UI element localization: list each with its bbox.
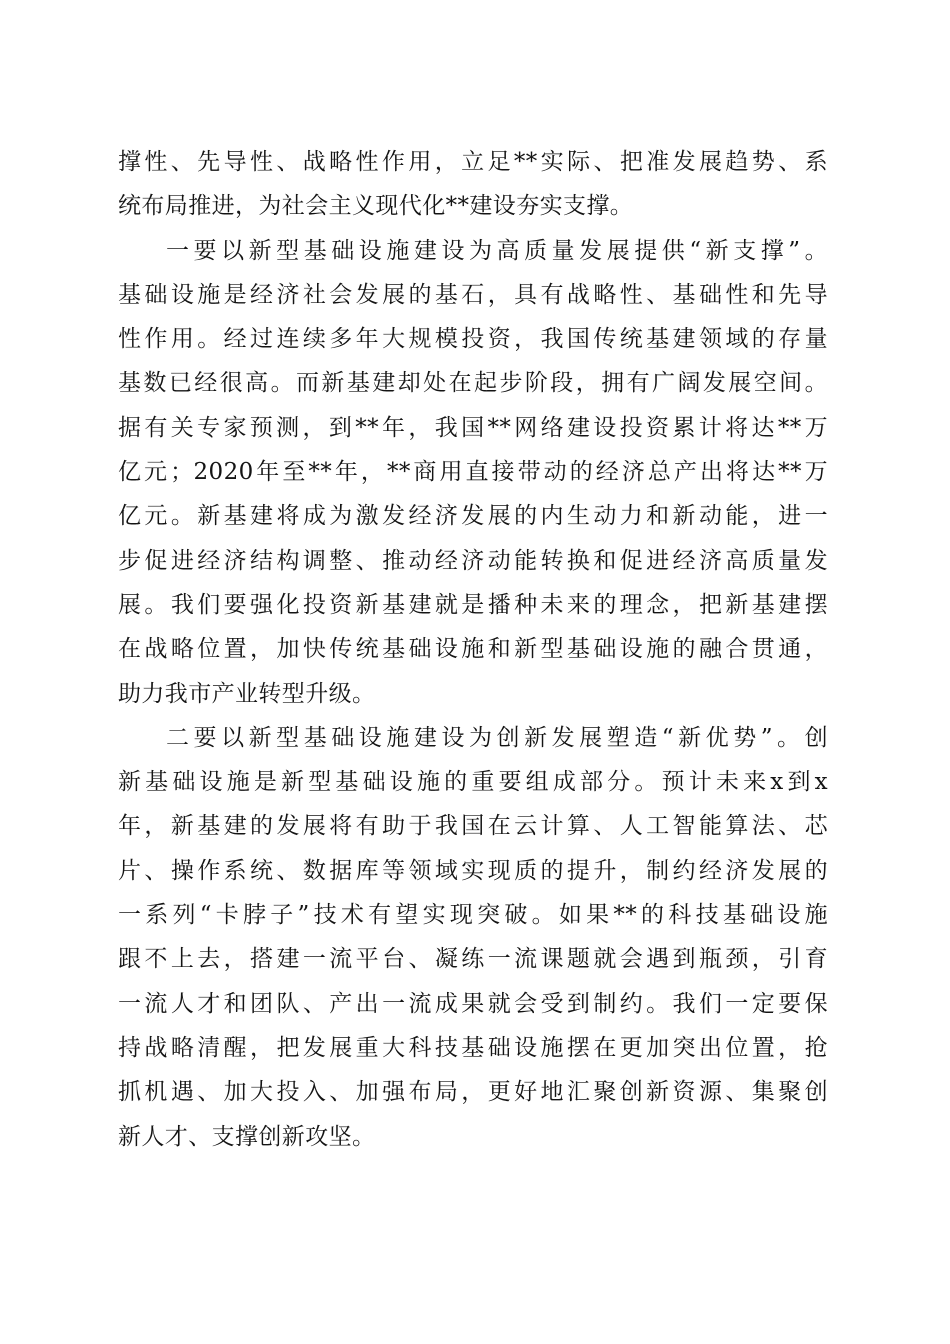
text-line: 年，新基建的发展将有助于我国在云计算、人工智能算法、芯 [118, 813, 828, 840]
text-line: 在战略位置，加快传统基础设施和新型基础设施的融合贯通， [118, 636, 828, 663]
text-line: 一系列“卡脖子”技术有望实现突破。如果**的科技基础设施 [118, 902, 828, 929]
text-line: 展。我们要强化投资新基建就是播种未来的理念，把新基建摆 [118, 591, 828, 618]
paragraph-2 [118, 229, 828, 716]
text-line: 抓机遇、加大投入、加强布局，更好地汇聚创新资源、集聚创 [118, 1079, 828, 1106]
text-line: 一流人才和团队、产出一流成果就会受到制约。我们一定要保 [118, 990, 828, 1017]
paragraph-1 [118, 140, 828, 229]
text-line: 片、操作系统、数据库等领域实现质的提升，制约经济发展的 [118, 857, 828, 884]
text-line: 基数已经很高。而新基建却处在起步阶段，拥有广阔发展空间。 [118, 370, 828, 397]
text-line: 新基础设施是新型基础设施的重要组成部分。预计未来x到x [118, 769, 828, 796]
text-line: 性作用。经过连续多年大规模投资，我国传统基建领域的存量 [118, 326, 828, 353]
text-line: 新人才、支撑创新攻坚。 [118, 1123, 376, 1150]
text-line: 助力我市产业转型升级。 [118, 680, 376, 707]
text-line: 统布局推进，为社会主义现代化**建设夯实支撑。 [118, 193, 634, 220]
text-line: 步促进经济结构调整、推动经济动能转换和促进经济高质量发 [118, 547, 828, 574]
text-line: 基础设施是经济社会发展的基石，具有战略性、基础性和先导 [118, 281, 828, 308]
text-line: 跟不上去，搭建一流平台、凝练一流课题就会遇到瓶颈，引育 [118, 946, 828, 973]
document-body [118, 140, 828, 1159]
text-line: 亿元；2020年至**年，**商用直接带动的经济总产出将达**万 [118, 459, 828, 486]
text-line: 亿元。新基建将成为激发经济发展的内生动力和新动能，进一 [118, 503, 828, 530]
paragraph-3 [118, 716, 828, 1159]
text-line: 一要以新型基础设施建设为高质量发展提供“新支撑”。 [166, 237, 828, 264]
text-line: 撑性、先导性、战略性作用，立足**实际、把准发展趋势、系 [118, 149, 828, 175]
text-line: 二要以新型基础设施建设为创新发展塑造“新优势”。创 [166, 724, 828, 751]
text-line: 据有关专家预测，到**年，我国**网络建设投资累计将达**万 [118, 414, 828, 441]
text-line: 持战略清醒，把发展重大科技基础设施摆在更加突出位置，抢 [118, 1034, 828, 1061]
